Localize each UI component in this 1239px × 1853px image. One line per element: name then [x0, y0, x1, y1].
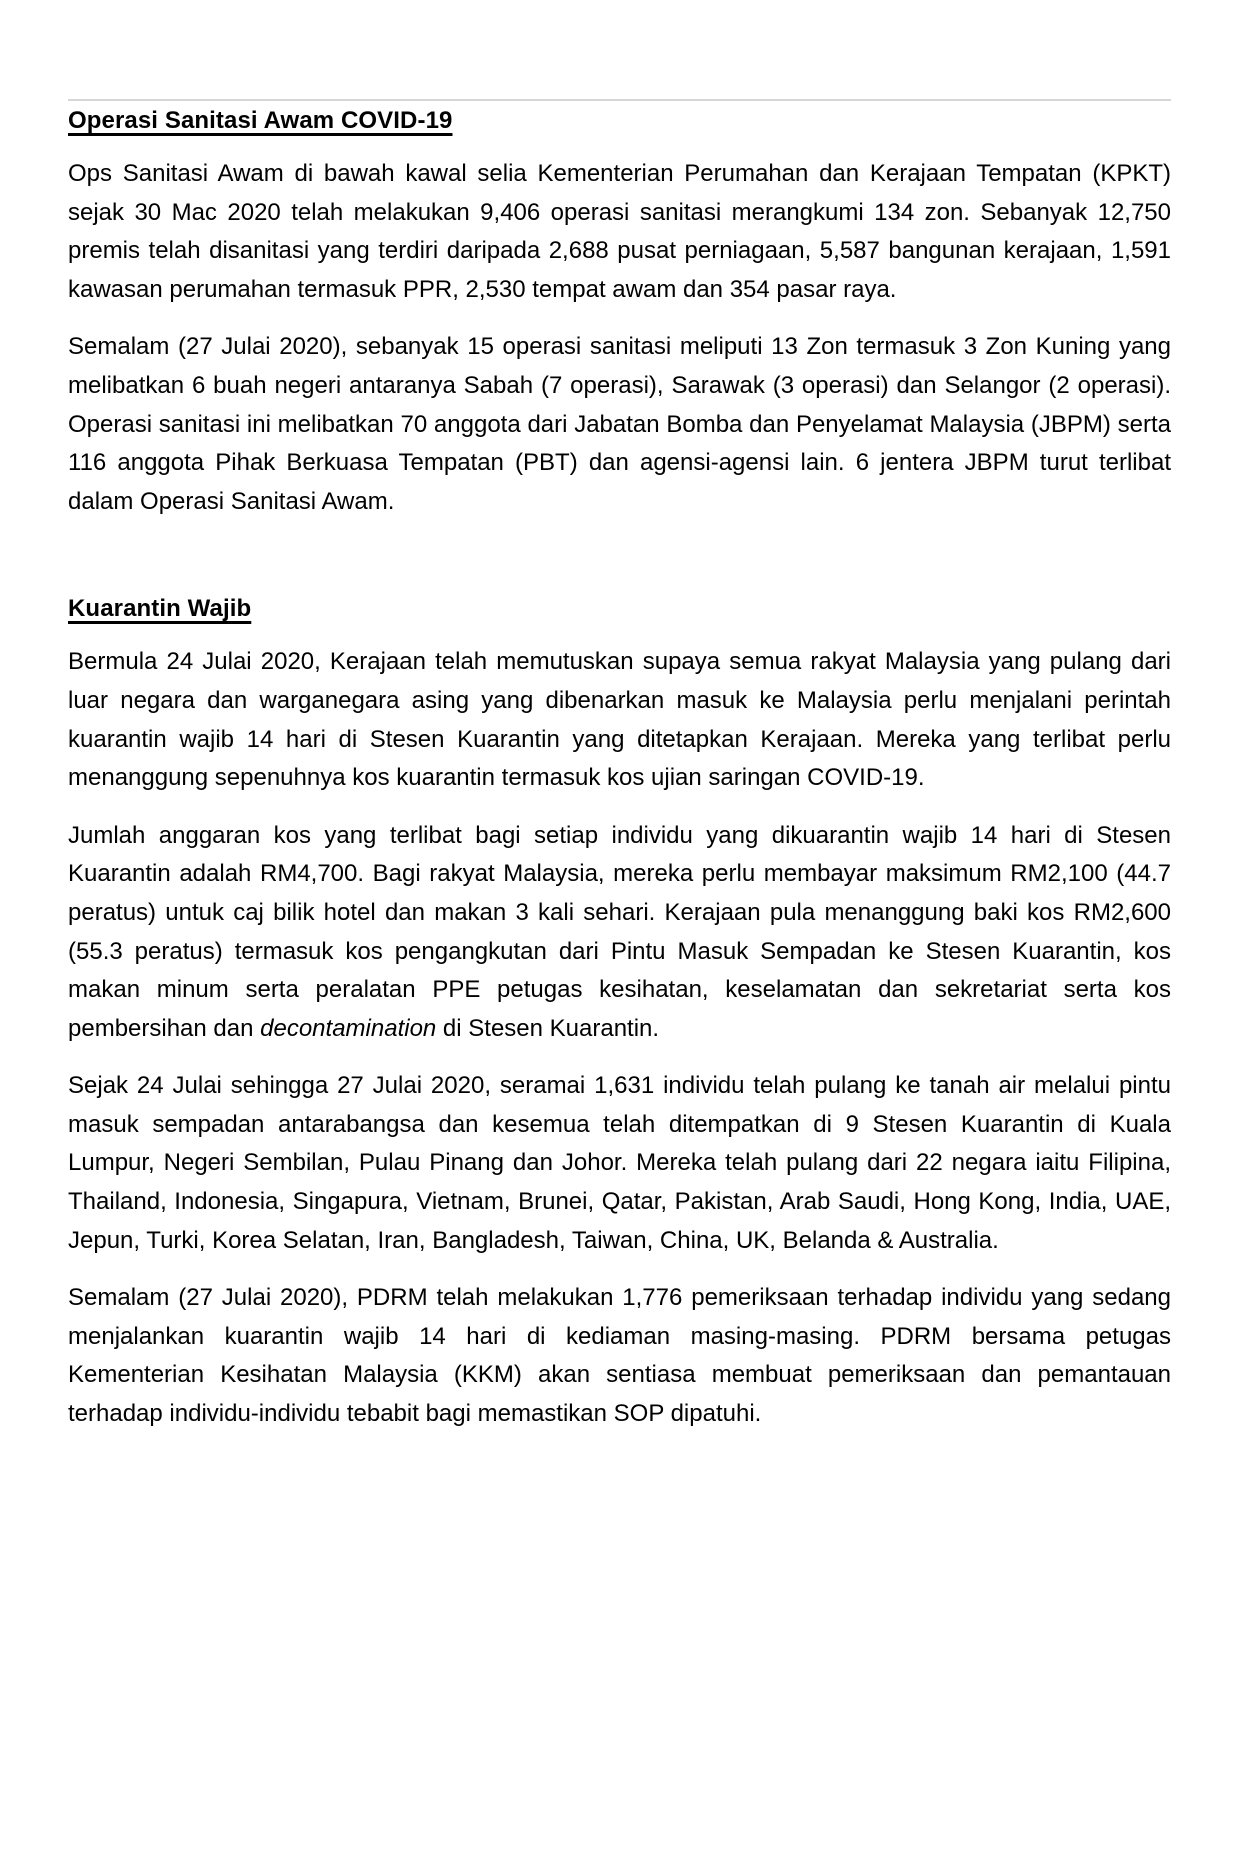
italic-text: decontamination	[260, 1014, 437, 1042]
text-run: Jumlah anggaran kos yang terlibat bagi setiap individu yang dikuarantin wajib 14 hari di Stesen Kuarantin adalah RM4,700. Bagi rakyat Malaysia, mereka perlu membayar maksimum RM2,100 (44.7 peratus) untuk caj bilik hotel dan makan 3 kali sehari. Kerajaan pula menanggung baki kos RM2,600 (55.3 peratus) termasuk kos pengangkutan dari Pintu Masuk Sempadan ke Stesen Kuarantin, kos makan minum serta peralatan PPE petugas kesihatan, keselamatan dan sekretariat serta kos pembersihan dan	[68, 821, 1171, 1042]
document-page	[0, 99, 1239, 1434]
paragraph	[68, 155, 1171, 309]
paragraph	[68, 1067, 1171, 1260]
section-kuarantin-wajib	[68, 592, 1171, 1433]
section-operasi-sanitasi-awam	[68, 104, 1171, 521]
paragraph	[68, 1279, 1171, 1433]
document-content	[68, 104, 1171, 1434]
text-run: Ops Sanitasi Awam di bawah kawal selia Kementerian Perumahan dan Kerajaan Tempatan (KPKT) sejak 30 Mac 2020 telah melakukan 9,406 operasi sanitasi merangkumi 134 zon. Sebanyak 12,750 premis telah disanitasi yang terdiri daripada 2,688 pusat perniagaan, 5,587 bangunan kerajaan, 1,591 kawasan perumahan termasuk PPR, 2,530 tempat awam dan 354 pasar raya.	[68, 160, 1171, 303]
paragraph	[68, 643, 1171, 797]
paragraph	[68, 817, 1171, 1049]
text-run: di Stesen Kuarantin.	[436, 1014, 660, 1042]
paragraph	[68, 328, 1171, 521]
text-run: Sejak 24 Julai sehingga 27 Julai 2020, seramai 1,631 individu telah pulang ke tanah air melalui pintu masuk sempadan antarabangsa dan kesemua telah ditempatkan di 9 Stesen Kuarantin di Kuala Lumpur, Negeri Sembilan, Pulau Pinang dan Johor. Mereka telah pulang dari 22 negara iaitu Filipina, Thailand, Indonesia, Singapura, Vietnam, Brunei, Qatar, Pakistan, Arab Saudi, Hong Kong, India, UAE, Jepun, Turki, Korea Selatan, Iran, Bangladesh, Taiwan, China, UK, Belanda & Australia.	[68, 1072, 1171, 1254]
text-run: Semalam (27 Julai 2020), PDRM telah melakukan 1,776 pemeriksaan terhadap individu yang sedang menjalankan kuarantin wajib 14 hari di kediaman masing-masing. PDRM bersama petugas Kementerian Kesihatan Malaysia (KKM) akan sentiasa membuat pemeriksaan dan pemantauan terhadap individu-individu tebabit bagi memastikan SOP dipatuhi.	[68, 1284, 1171, 1428]
section-heading: Kuarantin Wajib	[68, 595, 252, 623]
text-run: Semalam (27 Julai 2020), sebanyak 15 operasi sanitasi meliputi 13 Zon termasuk 3 Zon Kuning yang melibatkan 6 buah negeri antaranya Sabah (7 operasi), Sarawak (3 operasi) dan Selangor (2 operasi). Operasi sanitasi ini melibatkan 70 anggota dari Jabatan Bomba dan Penyelamat Malaysia (JBPM) serta 116 anggota Pihak Berkuasa Tempatan (PBT) dan agensi-agensi lain. 6 jentera JBPM turut terlibat dalam Operasi Sanitasi Awam.	[68, 333, 1171, 515]
text-run: Bermula 24 Julai 2020, Kerajaan telah memutuskan supaya semua rakyat Malaysia yang pulang dari luar negara dan warganegara asing yang dibenarkan masuk ke Malaysia perlu menjalani perintah kuarantin wajib 14 hari di Stesen Kuarantin yang ditetapkan Kerajaan. Mereka yang terlibat perlu menanggung sepenuhnya kos kuarantin termasuk kos ujian saringan COVID-19.	[68, 648, 1171, 792]
section-heading: Operasi Sanitasi Awam COVID-19	[68, 107, 453, 134]
horizontal-divider	[68, 99, 1171, 101]
